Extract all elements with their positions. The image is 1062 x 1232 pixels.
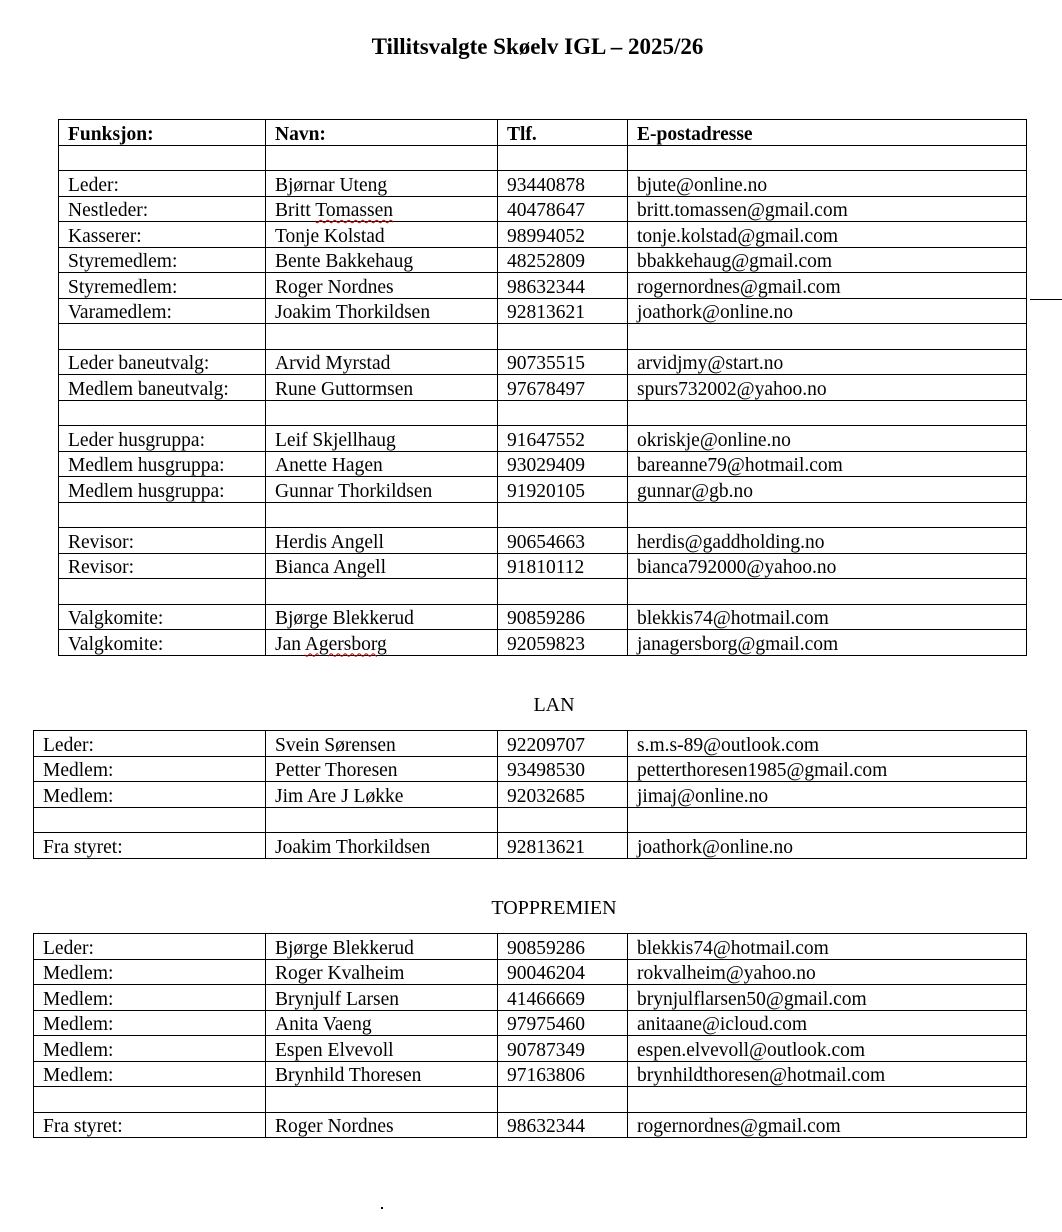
function-cell: Revisor: (59, 553, 266, 579)
stray-line (1030, 299, 1062, 300)
email-cell: brynhildthoresen@hotmail.com (628, 1061, 1027, 1087)
table-row (34, 782, 1027, 808)
email-cell (628, 1087, 1027, 1113)
phone-cell: 91647552 (498, 426, 628, 452)
phone-cell: 90046204 (498, 959, 628, 985)
email-cell: rogernordnes@gmail.com (628, 1112, 1027, 1138)
function-cell: Medlem husgruppa: (59, 477, 266, 503)
phone-cell: 90654663 (498, 528, 628, 554)
table-row (34, 1036, 1027, 1062)
function-cell (59, 324, 266, 350)
function-cell: Medlem: (34, 1010, 266, 1036)
name-cell: Bjørge Blekkerud (266, 934, 498, 960)
phone-cell (498, 324, 628, 350)
email-cell: anitaane@icloud.com (628, 1010, 1027, 1036)
name-cell: Brynjulf Larsen (266, 985, 498, 1011)
function-cell: Medlem: (34, 959, 266, 985)
name-cell: Anita Vaeng (266, 1010, 498, 1036)
name-cell (266, 400, 498, 426)
function-cell: Medlem husgruppa: (59, 451, 266, 477)
table-row (59, 477, 1027, 503)
function-cell: Fra styret: (34, 833, 266, 859)
function-cell: Revisor: (59, 528, 266, 554)
function-cell (59, 579, 266, 605)
spellcheck-flagged-word: Agersborg (304, 633, 387, 655)
name-cell: Bianca Angell (266, 553, 498, 579)
name-cell: Britt Tomassen (266, 196, 498, 222)
function-cell: Varamedlem: (59, 298, 266, 324)
column-header: Funksjon: (59, 120, 266, 146)
name-cell: Espen Elvevoll (266, 1036, 498, 1062)
name-cell (266, 324, 498, 350)
table-row (59, 222, 1027, 248)
function-cell: Medlem: (34, 756, 266, 782)
name-cell (266, 579, 498, 605)
function-cell (59, 502, 266, 528)
table-row (34, 807, 1027, 833)
table-row (59, 375, 1027, 401)
email-cell: gunnar@gb.no (628, 477, 1027, 503)
lan-table-body (34, 731, 1027, 859)
toppremien-section-title: TOPPREMIEN (491, 897, 617, 919)
officials-table-body (59, 120, 1027, 656)
table-row (59, 247, 1027, 273)
function-cell: Leder: (59, 171, 266, 197)
email-cell: britt.tomassen@gmail.com (628, 196, 1027, 222)
email-cell: tonje.kolstad@gmail.com (628, 222, 1027, 248)
name-cell: Petter Thoresen (266, 756, 498, 782)
name-cell: Gunnar Thorkildsen (266, 477, 498, 503)
name-cell: Rune Guttormsen (266, 375, 498, 401)
phone-cell (498, 807, 628, 833)
table-row (59, 502, 1027, 528)
email-cell: spurs732002@yahoo.no (628, 375, 1027, 401)
email-cell (628, 400, 1027, 426)
name-cell: Roger Nordnes (266, 273, 498, 299)
function-cell: Medlem: (34, 985, 266, 1011)
function-cell: Medlem: (34, 1036, 266, 1062)
email-cell: bareanne79@hotmail.com (628, 451, 1027, 477)
phone-cell: 90735515 (498, 349, 628, 375)
table-row (59, 171, 1027, 197)
table-row (34, 934, 1027, 960)
phone-cell: 92059823 (498, 630, 628, 656)
table-row (59, 349, 1027, 375)
function-cell (59, 400, 266, 426)
function-cell: Medlem baneutvalg: (59, 375, 266, 401)
name-cell: Anette Hagen (266, 451, 498, 477)
function-cell: Kasserer: (59, 222, 266, 248)
table-row (59, 426, 1027, 452)
function-cell: Fra styret: (34, 1112, 266, 1138)
phone-cell (498, 579, 628, 605)
name-cell (266, 1087, 498, 1113)
table-row (59, 528, 1027, 554)
toppremien-table (33, 933, 1027, 1138)
table-row (59, 579, 1027, 605)
phone-cell: 90787349 (498, 1036, 628, 1062)
table-row (34, 1112, 1027, 1138)
table-row (34, 756, 1027, 782)
function-cell: Valgkomite: (59, 630, 266, 656)
name-cell: Leif Skjellhaug (266, 426, 498, 452)
email-cell: espen.elvevoll@outlook.com (628, 1036, 1027, 1062)
table-row (34, 959, 1027, 985)
phone-cell: 92209707 (498, 731, 628, 757)
function-cell: Medlem: (34, 782, 266, 808)
phone-cell (498, 400, 628, 426)
lan-table (33, 730, 1027, 859)
email-cell: brynjulflarsen50@gmail.com (628, 985, 1027, 1011)
table-row (34, 985, 1027, 1011)
email-cell: herdis@gaddholding.no (628, 528, 1027, 554)
email-cell: bianca792000@yahoo.no (628, 553, 1027, 579)
table-header-row (59, 120, 1027, 146)
phone-cell: 93029409 (498, 451, 628, 477)
table-row (59, 400, 1027, 426)
function-cell: Leder baneutvalg: (59, 349, 266, 375)
phone-cell: 92813621 (498, 298, 628, 324)
phone-cell: 98632344 (498, 1112, 628, 1138)
table-row (34, 731, 1027, 757)
spellcheck-flagged-word: Tomassen (315, 200, 393, 221)
email-cell: rokvalheim@yahoo.no (628, 959, 1027, 985)
table-row (59, 630, 1027, 656)
table-row (59, 196, 1027, 222)
function-cell (34, 1087, 266, 1113)
function-cell: Styremedlem: (59, 273, 266, 299)
email-cell: jimaj@online.no (628, 782, 1027, 808)
email-cell: petterthoresen1985@gmail.com (628, 756, 1027, 782)
toppremien-table-body (34, 934, 1027, 1138)
name-cell: Bente Bakkehaug (266, 247, 498, 273)
phone-cell: 40478647 (498, 196, 628, 222)
table-row (59, 451, 1027, 477)
phone-cell: 92032685 (498, 782, 628, 808)
email-cell: blekkis74@hotmail.com (628, 604, 1027, 630)
phone-cell: 93498530 (498, 756, 628, 782)
name-cell: Bjørge Blekkerud (266, 604, 498, 630)
name-cell: Arvid Myrstad (266, 349, 498, 375)
phone-cell: 93440878 (498, 171, 628, 197)
email-cell: rogernordnes@gmail.com (628, 273, 1027, 299)
phone-cell: 97163806 (498, 1061, 628, 1087)
table-row (59, 145, 1027, 171)
function-cell: Styremedlem: (59, 247, 266, 273)
phone-cell: 91810112 (498, 553, 628, 579)
function-cell (59, 145, 266, 171)
email-cell (628, 145, 1027, 171)
email-cell: bjute@online.no (628, 171, 1027, 197)
phone-cell: 91920105 (498, 477, 628, 503)
name-cell (266, 807, 498, 833)
phone-cell: 98632344 (498, 273, 628, 299)
phone-cell (498, 1087, 628, 1113)
column-header: Navn: (266, 120, 498, 146)
email-cell: joathork@online.no (628, 833, 1027, 859)
table-row (34, 1087, 1027, 1113)
table-row (59, 273, 1027, 299)
name-cell: Jan Agersborg (266, 630, 498, 656)
phone-cell (498, 145, 628, 171)
phone-cell: 97678497 (498, 375, 628, 401)
table-row (59, 604, 1027, 630)
email-cell: s.m.s-89@outlook.com (628, 731, 1027, 757)
table-row (34, 1061, 1027, 1087)
phone-cell: 92813621 (498, 833, 628, 859)
email-cell (628, 579, 1027, 605)
name-cell: Svein Sørensen (266, 731, 498, 757)
email-cell: bbakkehaug@gmail.com (628, 247, 1027, 273)
email-cell: joathork@online.no (628, 298, 1027, 324)
phone-cell: 97975460 (498, 1010, 628, 1036)
column-header: E-postadresse (628, 120, 1027, 146)
phone-cell: 98994052 (498, 222, 628, 248)
email-cell: janagersborg@gmail.com (628, 630, 1027, 656)
table-row (59, 553, 1027, 579)
function-cell: Valgkomite: (59, 604, 266, 630)
name-cell: Roger Kvalheim (266, 959, 498, 985)
page-title: Tillitsvalgte Skøelv IGL – 2025/26 (371, 34, 704, 59)
column-header: Tlf. (498, 120, 628, 146)
function-cell (34, 807, 266, 833)
stray-dot (381, 1207, 383, 1209)
lan-section-title: LAN (533, 694, 575, 716)
name-cell (266, 145, 498, 171)
email-cell: blekkis74@hotmail.com (628, 934, 1027, 960)
phone-cell: 90859286 (498, 604, 628, 630)
function-cell: Leder: (34, 934, 266, 960)
email-cell: arvidjmy@start.no (628, 349, 1027, 375)
table-row (34, 833, 1027, 859)
table-row (59, 324, 1027, 350)
name-cell: Tonje Kolstad (266, 222, 498, 248)
phone-cell: 41466669 (498, 985, 628, 1011)
email-cell: okriskje@online.no (628, 426, 1027, 452)
email-cell (628, 324, 1027, 350)
function-cell: Medlem: (34, 1061, 266, 1087)
function-cell: Leder: (34, 731, 266, 757)
table-row (34, 1010, 1027, 1036)
name-cell: Joakim Thorkildsen (266, 298, 498, 324)
name-cell: Jim Are J Løkke (266, 782, 498, 808)
name-cell: Joakim Thorkildsen (266, 833, 498, 859)
name-cell (266, 502, 498, 528)
function-cell: Nestleder: (59, 196, 266, 222)
function-cell: Leder husgruppa: (59, 426, 266, 452)
table-row (59, 298, 1027, 324)
name-cell: Herdis Angell (266, 528, 498, 554)
name-cell: Brynhild Thoresen (266, 1061, 498, 1087)
email-cell (628, 807, 1027, 833)
phone-cell: 48252809 (498, 247, 628, 273)
name-cell: Roger Nordnes (266, 1112, 498, 1138)
phone-cell: 90859286 (498, 934, 628, 960)
email-cell (628, 502, 1027, 528)
phone-cell (498, 502, 628, 528)
name-cell: Bjørnar Uteng (266, 171, 498, 197)
officials-table (58, 119, 1027, 656)
